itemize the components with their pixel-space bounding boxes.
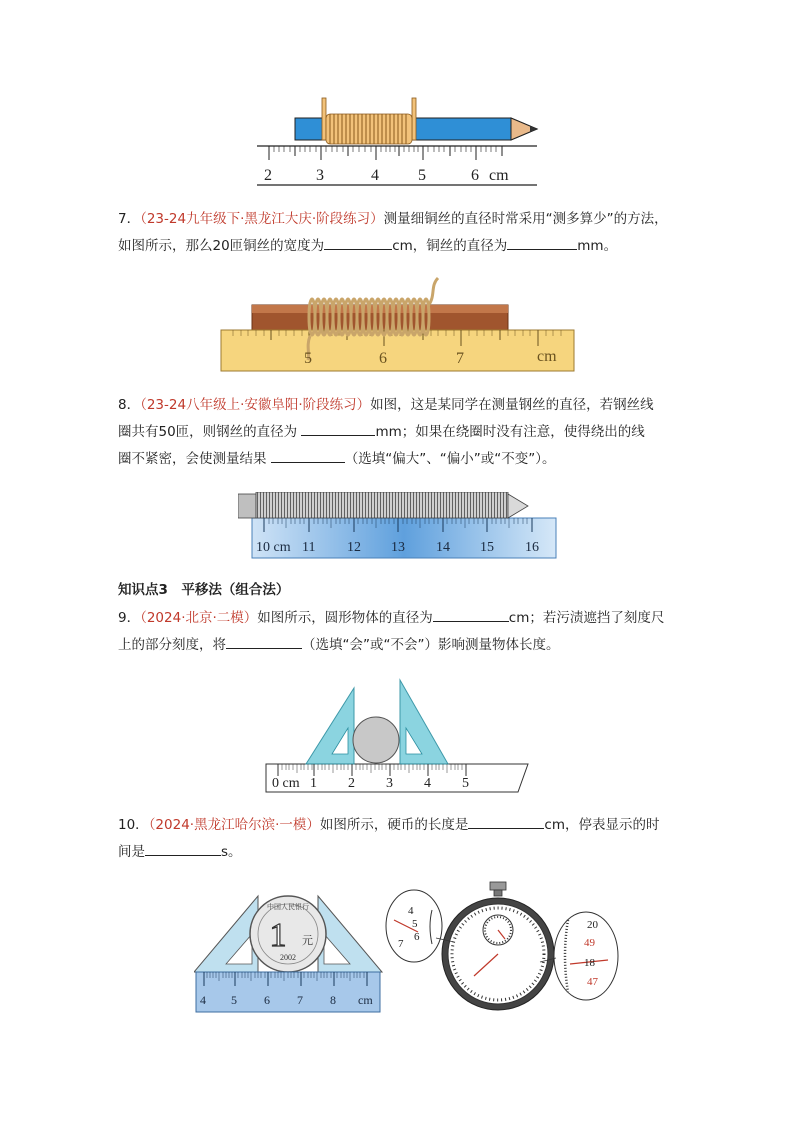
ruler-tick-label: 1 xyxy=(310,776,317,791)
question-number: 9． xyxy=(118,610,141,626)
question-text: 如图，这是某同学在测量钢丝的直径，若钢丝线 xyxy=(370,397,654,413)
figure-steel-wire-ruler xyxy=(238,492,558,560)
second-dial-label: 18 xyxy=(584,957,595,969)
question-source: （23-24九年级下·黑龙江大庆·阶段练习） xyxy=(140,211,384,227)
ruler-tick-label: 0 cm xyxy=(272,776,300,791)
answer-blank[interactable] xyxy=(507,235,577,250)
figure-copper-wire-ruler xyxy=(220,276,576,372)
ruler-tick-label: 5 xyxy=(418,167,426,184)
question-text: mm。 xyxy=(577,238,618,254)
ruler-tick-label: 2 xyxy=(264,167,272,184)
ruler-tick-label: 5 xyxy=(231,993,237,1007)
question-7 xyxy=(118,206,678,260)
minute-dial-label: 7 xyxy=(398,938,404,950)
ruler-tick-label: 3 xyxy=(316,167,324,184)
question-text: 如图所示，圆形物体的直径为 xyxy=(257,610,433,626)
ruler-tick-label: 2 xyxy=(348,776,355,791)
answer-blank[interactable] xyxy=(301,421,375,436)
coin-year: 2002 xyxy=(280,953,296,962)
question-text: s。 xyxy=(221,844,242,860)
question-text: （选填“偏大”、“偏小”或“不变”）。 xyxy=(344,451,556,467)
question-10 xyxy=(118,812,678,866)
ruler-tick-label: 6 xyxy=(471,167,479,184)
question-text: mm；如果在绕圈时没有注意，使得绕出的线 xyxy=(375,424,645,440)
question-text: 圈不紧密，会使测量结果 xyxy=(118,451,267,467)
coin-unit: 元 xyxy=(302,935,313,947)
figure-pencil-coil xyxy=(255,94,540,189)
ruler-tick-label: 13 xyxy=(391,540,405,555)
question-8 xyxy=(118,392,678,473)
ruler-tick-label: 6 xyxy=(379,350,387,367)
answer-blank[interactable] xyxy=(145,841,221,856)
question-text: （选填“会”或“不会”）影响测量物体长度。 xyxy=(302,637,560,653)
ruler-tick-label: 4 xyxy=(424,776,431,791)
ruler-tick-label: 3 xyxy=(386,776,393,791)
ruler-unit-label: cm xyxy=(358,993,373,1007)
ruler-tick-label: 12 xyxy=(347,540,361,555)
coin-value: 1 xyxy=(269,917,287,954)
question-text: 圈共有50匝，则钢丝的直径为 xyxy=(118,424,298,440)
question-number: 10． xyxy=(118,817,149,833)
ruler-unit-label: cm xyxy=(489,167,509,184)
ruler-unit-label: cm xyxy=(537,348,557,365)
ruler-tick-label: 5 xyxy=(304,350,312,367)
figure-coin-ruler xyxy=(194,880,384,1014)
second-dial-label: 47 xyxy=(587,976,598,988)
question-text: 如图所示，硬币的长度是 xyxy=(319,817,469,833)
ruler-tick-label: 4 xyxy=(371,167,379,184)
second-dial-label: 49 xyxy=(584,937,595,949)
section-heading: 知识点3 平移法（组合法） xyxy=(118,582,290,598)
ruler-tick-label: 6 xyxy=(264,993,270,1007)
question-source: （23-24八年级上·安徽阜阳·阶段练习） xyxy=(140,397,371,413)
ruler-tick-label: 10 cm xyxy=(256,540,291,555)
minute-dial-label: 5 xyxy=(412,918,418,930)
question-text: cm，停表显示的时 xyxy=(544,817,660,833)
question-9 xyxy=(118,605,678,659)
question-text: 测量细铜丝的直径时常采用“测多算少”的方法， xyxy=(383,211,668,227)
minute-dial-label: 6 xyxy=(414,931,420,943)
second-dial-label: 20 xyxy=(587,919,598,931)
answer-blank[interactable] xyxy=(271,448,345,463)
question-text: cm，铜丝的直径为 xyxy=(392,238,508,254)
ruler-tick-label: 14 xyxy=(436,540,450,555)
ruler-tick-label: 7 xyxy=(456,350,464,367)
ruler-tick-label: 16 xyxy=(525,540,539,555)
question-text: cm；若污渍遮挡了刻度尺 xyxy=(508,610,665,626)
figure-stopwatch xyxy=(384,880,620,1012)
answer-blank[interactable] xyxy=(468,814,544,829)
ruler-tick-label: 7 xyxy=(297,993,303,1007)
ruler-tick-label: 11 xyxy=(302,540,316,555)
answer-blank[interactable] xyxy=(433,607,509,622)
question-source: （2024·北京·二模） xyxy=(140,610,258,626)
ruler-tick-label: 15 xyxy=(480,540,494,555)
minute-dial-label: 4 xyxy=(408,905,414,917)
question-text: 间是 xyxy=(118,844,145,860)
question-number: 7． xyxy=(118,211,141,227)
answer-blank[interactable] xyxy=(226,634,302,649)
question-number: 8． xyxy=(118,397,141,413)
question-text: 上的部分刻度，将 xyxy=(118,637,226,653)
answer-blank[interactable] xyxy=(324,235,392,250)
ruler-tick-label: 5 xyxy=(462,776,469,791)
figure-set-square-circle xyxy=(262,676,532,794)
coin-rim-text: 中国人民银行 xyxy=(267,903,309,911)
ruler-tick-label: 4 xyxy=(200,993,206,1007)
question-source: （2024·黑龙江哈尔滨·一模） xyxy=(148,817,320,833)
ruler-tick-label: 8 xyxy=(330,993,336,1007)
question-text: 如图所示，那么20匝铜丝的宽度为 xyxy=(118,238,325,254)
